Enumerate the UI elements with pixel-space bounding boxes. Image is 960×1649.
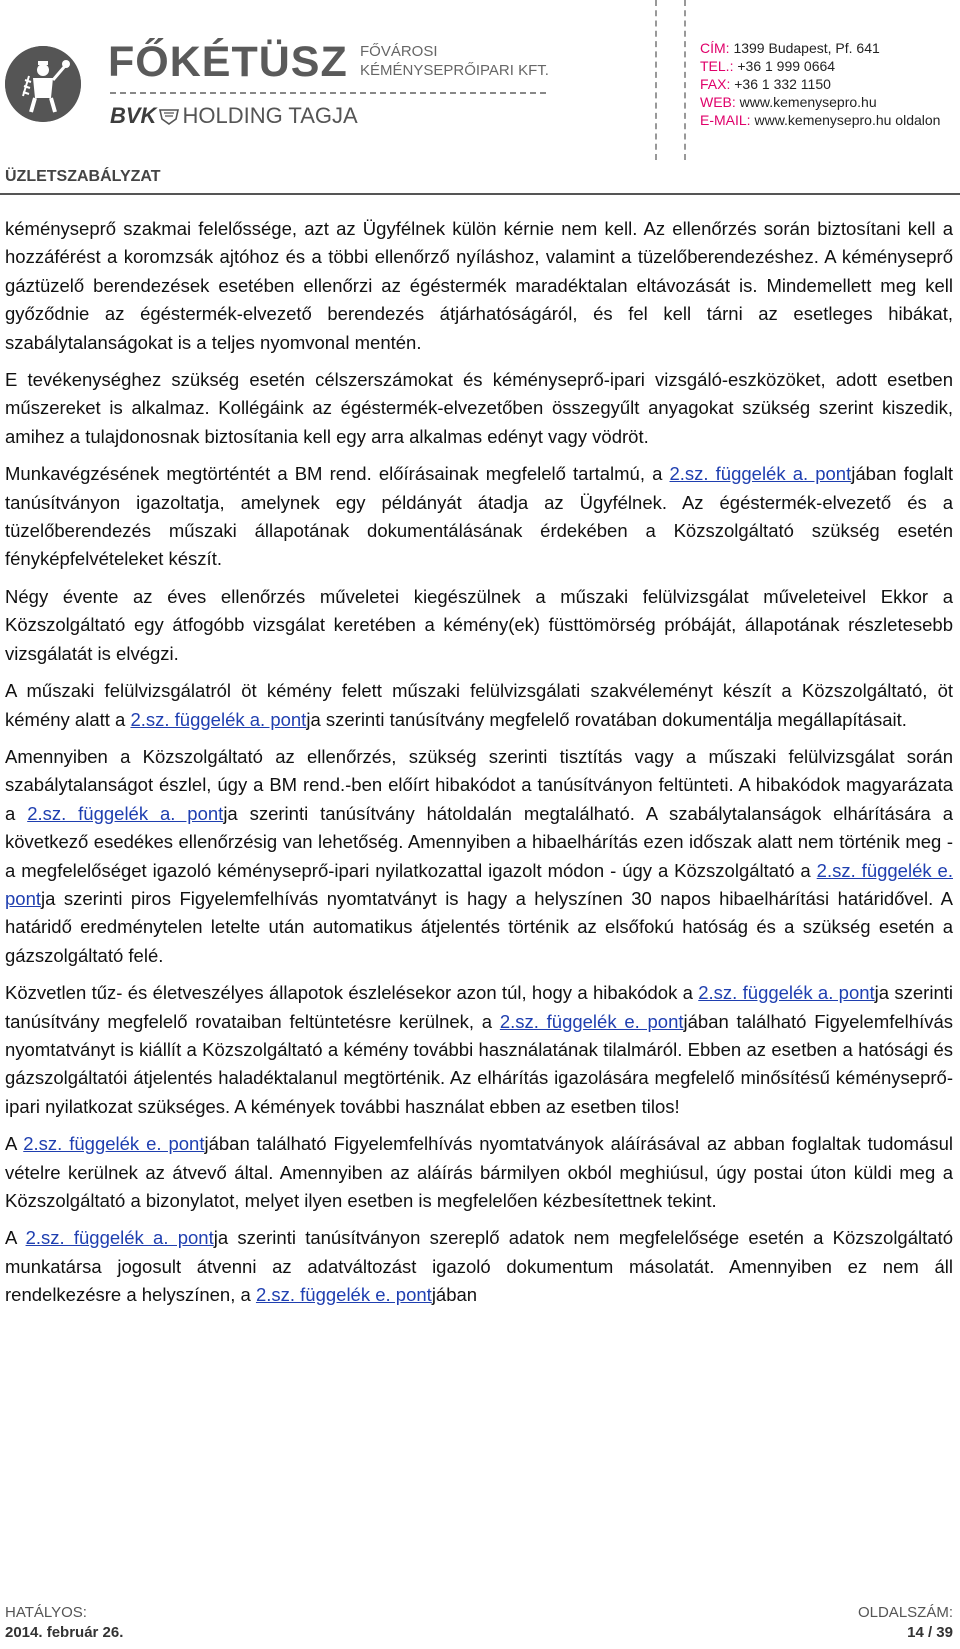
body-paragraph (5, 366, 953, 451)
section-title: ÜZLETSZABÁLYZAT (5, 168, 161, 185)
contact-phone: TEL.: +36 1 999 0664 (700, 58, 836, 74)
paragraph-text: jában foglalt tanúsítványon igazoltatja, amelynek egy példányát átadja az Ügyfélnek. Az égéstermék-elvezető és a tüzelőberendezés műszaki állapotának dokumentálásának érdekében a Közszolgáltató szükség esetén fényképfelvételeket készít. (5, 463, 953, 570)
footer-effective-date (5, 1603, 123, 1643)
header-dashed-divider (110, 92, 546, 94)
paragraph-text: E tevékenységhez szükség esetén célszerszámokat és kéményseprő-ipari vizsgáló-eszközöket, adott esetben műszereket is alkalmaz. Kollégáink az égéstermék-elvezetőben összegyűlt anyagokat szükség szerint kiszedik, amihez a tulajdonosnak biztosítania kell egy arra alkalmas edényt vagy vödröt. (5, 369, 953, 447)
appendix-link[interactable]: 2.sz. függelék e. pont (255, 1284, 432, 1306)
holding-membership (110, 102, 358, 130)
body-paragraph (5, 583, 953, 668)
paragraph-text: Négy évente az éves ellenőrzés műveletei kiegészülnek a műszaki felülvizsgálat műveleteivel Ekkor a Közszolgáltató egy átfogóbb vizsgálat keretében a kémény(ek) füsttömörség próbáját, állapotának részletesebb vizsgálatát is elvégzi. (5, 585, 953, 664)
appendix-link[interactable]: 2.sz. függelék e. pont (23, 1133, 205, 1155)
paragraph-text: A (5, 1133, 24, 1155)
paragraph-text: Munkavégzésének megtörténtét a BM rend. előírásainak megfelelő tartalmú, a (5, 463, 670, 485)
footer-page-label: OLDALSZÁM: (857, 1604, 953, 1621)
body-paragraph (5, 979, 953, 1121)
paragraph-text: ja szerinti tanúsítványon szereplő adatok nem megfelelősége esetén a Közszolgáltató munkatársa jogosult átvenni az adatváltozást igazoló dokumentum másolatát. Amennyiben ez nem áll rendelkezésre a helyszínen, a (5, 1227, 953, 1306)
paragraph-text: Amennyiben a Közszolgáltató az ellenőrzés, szükség szerinti tisztítás vagy a műszaki felülvizsgálat során szabálytalanságot észlel, úgy a BM rend.-ben előírt hibakódot a tanúsítványon feltünteti. A hibakódok magyarázata a (5, 745, 953, 824)
body-paragraph (5, 215, 953, 357)
appendix-link[interactable]: 2.sz. függelék a. pont (130, 708, 307, 730)
brand-name: FŐKÉTÜSZ (108, 38, 348, 86)
page-header (0, 0, 960, 165)
holding-bvk-label: BVK (110, 103, 157, 128)
footer-page-number (858, 1603, 953, 1643)
brand-subtitle-line-2: KÉMÉNYSEPRŐIPARI KFT. (360, 62, 549, 79)
paragraph-text: kéményseprő szakmai felelőssége, azt az Ügyfélnek külön kérnie nem kell. Az ellenőrzés során biztosítani kell a hozzáférést a koromzsák ajtóhoz és a többi ellenőrző nyíláshoz, valamint a tüzelőberendezéshez. A kéményseprő gáztüzelő berendezések esetében ellenőrzi az égéstermék maradéktalan eltávozását is. Mindemellett meg kell győződnie az égéstermék-elvezető berendezés átjárhatóságáról, és fel kell tárni az esetleges hibákat, szabálytalanságokat is a teljes nyomvonal mentén. (5, 218, 953, 353)
footer-page-value: 14 / 39 (907, 1624, 953, 1641)
header-vertical-divider-1 (655, 0, 657, 160)
paragraph-text: Közvetlen tűz- és életveszélyes állapotok észlelésekor azon túl, hogy a hibakódok a (5, 982, 699, 1004)
paragraph-text: jában található Figyelemfelhívás nyomtatványt is kiállít a Közszolgáltató a kémény további használatának tilalmáról. Ebben az esetben a hatósági és gázszolgáltatói átjelentés haladéktalanul megtörténik. Az elhárítás igazolására megfelelő minősítésű kéményseprő-ipari nyilatkozat szükséges. A kémények további használat ebben az esetben tilos! (5, 1010, 953, 1117)
paragraph-text: ja szerinti piros Figyelemfelhívás nyomtatványt is hagy a helyszínen 30 napos hibaelhárítási határidővel. A határidő eredménytelen letelte után automatikus átjelentés történik az elsőfokú hatóság és a szükség esetén a gázszolgáltató felé. (5, 887, 953, 966)
paragraph-text: jában található Figyelemfelhívás nyomtatványok aláírásával az abban foglaltak tudomásul vételre kerülnek az átvevő által. Amennyiben az aláírás bármilyen okból meghiúsul, úgy postai úton küldi meg a Közszolgáltató a bizonylatot, melyet ilyen esetben is megfelelően kézbesítettnek tekint. (5, 1133, 953, 1211)
body-paragraph (5, 677, 953, 734)
crest-icon (158, 104, 180, 122)
brand-subtitle (360, 42, 549, 80)
document-body (5, 215, 953, 1319)
contact-web: WEB: www.kemenysepro.hu (700, 94, 877, 110)
footer-effective-label: HATÁLYOS: (5, 1604, 87, 1621)
brand-subtitle-line-1: FŐVÁROSI (360, 43, 438, 60)
body-paragraph (5, 1130, 953, 1215)
paragraph-text: jában (431, 1284, 478, 1306)
body-paragraph (5, 1224, 953, 1309)
contact-fax: FAX: +36 1 332 1150 (700, 76, 831, 92)
body-paragraph (5, 460, 953, 574)
section-rule (0, 193, 960, 195)
appendix-link[interactable]: 2.sz. függelék a. pont (25, 1227, 214, 1249)
contact-email: E-MAIL: www.kemenysepro.hu oldalon (700, 112, 941, 128)
paragraph-text: ja szerinti tanúsítvány megfelelő rovataiban feltüntetésre kerülnek, a (5, 982, 953, 1032)
body-paragraph (5, 743, 953, 970)
contact-address: CÍM: 1399 Budapest, Pf. 641 (700, 40, 880, 56)
appendix-link[interactable]: 2.sz. függelék a. pont (698, 982, 875, 1004)
chimney-sweep-logo-icon (5, 46, 81, 122)
paragraph-text: ja szerinti tanúsítvány hátoldalán megtalálható. A szabálytalanságok elhárítására a következő esedékes ellenőrzésig van lehetőség. Amennyiben a hibaelhárítás ezen időszak alatt nem történik meg - a megfelelőséget igazoló kéményseprő-ipari nyilatkozattal igazolt módon - úgy a Közszolgáltató a (5, 802, 953, 881)
paragraph-text: ja szerinti tanúsítvány megfelelő rovatában dokumentálja megállapításait. (306, 708, 907, 730)
appendix-link[interactable]: 2.sz. függelék a. pont (669, 463, 852, 485)
holding-label: HOLDING TAGJA (182, 103, 358, 128)
appendix-link[interactable]: 2.sz. függelék e. pont (499, 1010, 684, 1032)
appendix-link[interactable]: 2.sz. függelék a. pont (27, 802, 224, 824)
paragraph-text: A (5, 1227, 26, 1249)
header-vertical-divider-2 (684, 0, 686, 160)
footer-effective-value: 2014. február 26. (5, 1624, 124, 1641)
paragraph-text: A műszaki felülvizsgálatról öt kémény felett műszaki felülvizsgálati szakvéleményt készít a Közszolgáltató, öt kémény alatt a (5, 680, 953, 730)
appendix-link[interactable]: 2.sz. függelék e. pont (5, 859, 953, 909)
contact-info (700, 39, 940, 129)
